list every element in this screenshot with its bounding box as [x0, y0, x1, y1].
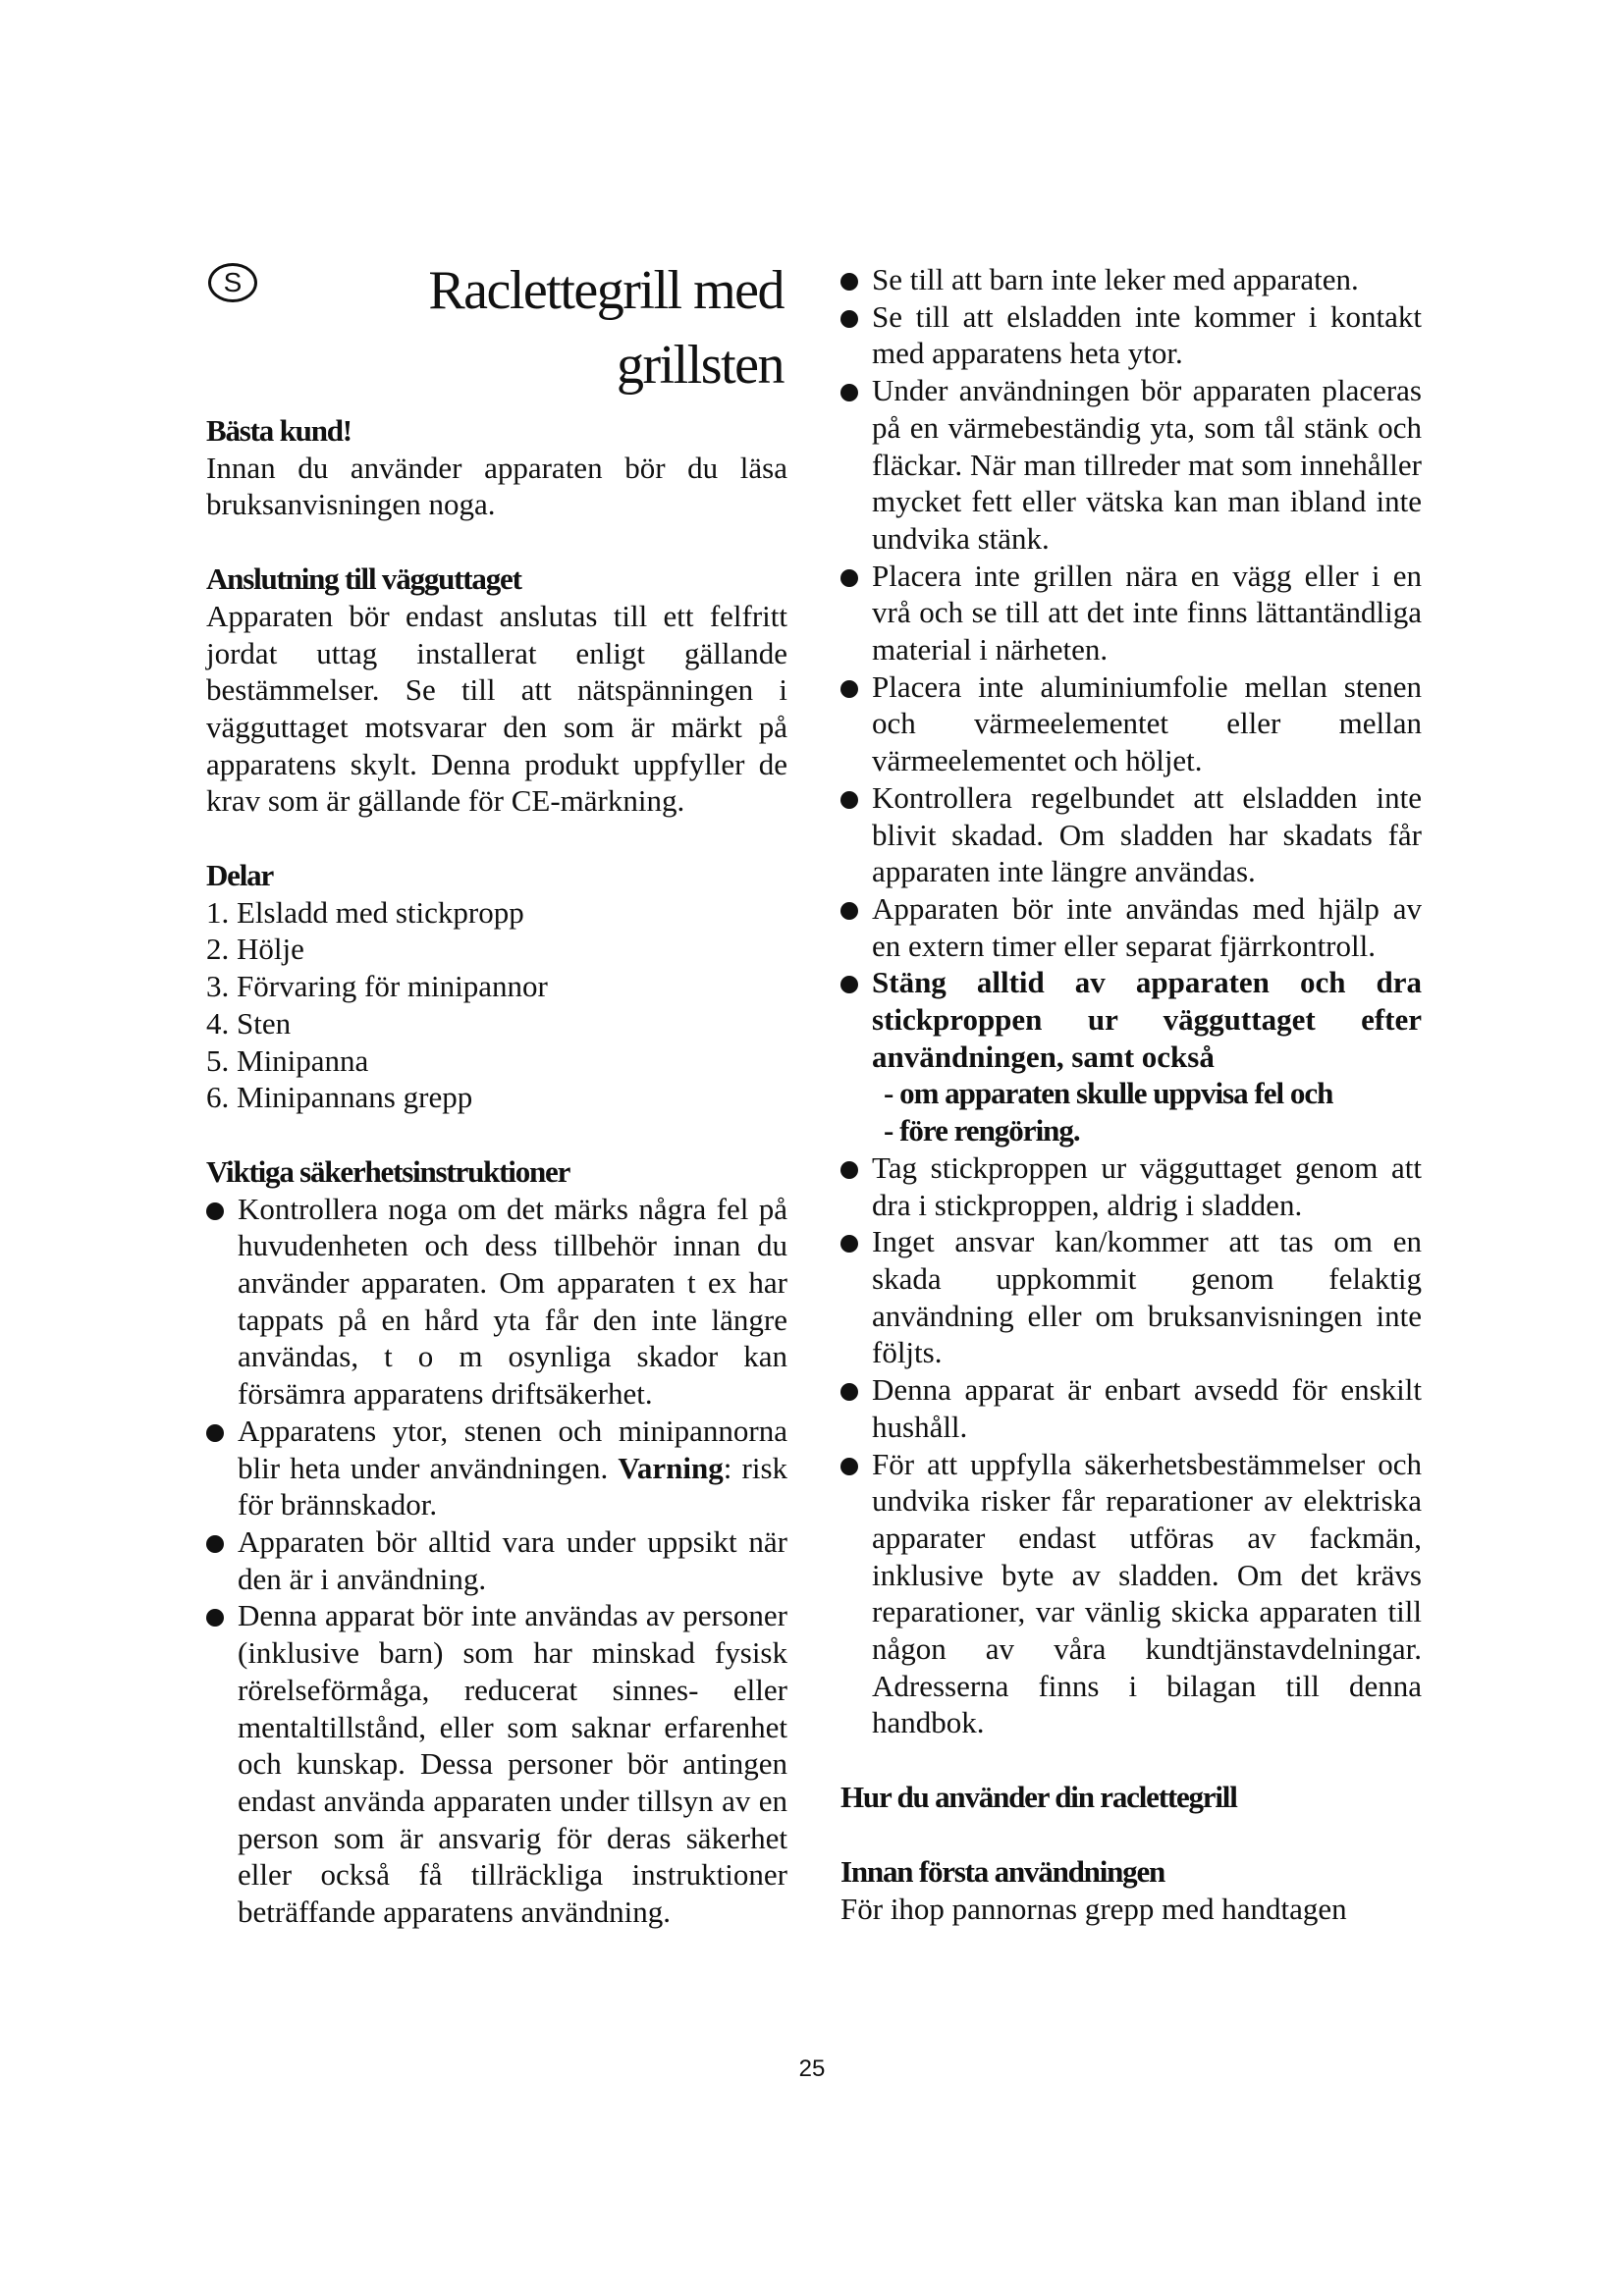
- safety-item: [840, 298, 1422, 372]
- safety-item: [840, 1446, 1422, 1742]
- safety-item: [840, 668, 1422, 779]
- parts-item: 5. Minipanna: [206, 1042, 369, 1078]
- bullet-icon: [840, 384, 858, 401]
- bullet-icon: [840, 310, 858, 328]
- bullet-icon: [840, 1161, 858, 1179]
- warning-label: Varning: [618, 1450, 724, 1485]
- safety-item: [840, 1371, 1422, 1445]
- safety-item-unplug: [840, 964, 1422, 1075]
- bullet-icon: [840, 273, 858, 291]
- safety-item: [840, 779, 1422, 890]
- safety-item-text: Denna apparat bör inte användas av personer (inklusive barn) som har minskad fysisk rörelseförmåga, reducerat sinnes- eller mentaltillstånd, eller som saknar erfarenhet och kunskap. Dessa personer bör antingen endast använda apparaten under tillsyn av en person som är ansvarig för deras säkerhet eller också få tillräckliga instruktioner beträffande apparatens användning.: [238, 1598, 787, 1930]
- parts-item: 2. Hölje: [206, 932, 304, 967]
- safety-item-text: För att uppfylla säkerhetsbestämmelser och undvika risker får reparationer av elektriska apparater endast utföras av fackmän, inklusive byte av sladden. Om det krävs reparationer, var vänlig skicka apparaten till någon av våra kundtjänstavdelningar. Adresserna finns i bilagan till denna handbok.: [872, 1446, 1422, 1740]
- safety-item: [206, 1523, 787, 1597]
- safety-item-text: Kontrollera noga om det märks några fel på huvudenheten och dess tillbehör innan du använder apparaten. Om apparaten t ex har tappats på en hård yta får den inte längre användas, t o m osynliga skador kan försämra apparatens driftsäkerhet.: [238, 1191, 787, 1412]
- safety-item: [840, 372, 1422, 558]
- warning-text: : risk för brännskador.: [238, 1450, 788, 1522]
- title-line-1: Raclettegrill med: [428, 260, 784, 321]
- language-badge: S: [208, 263, 257, 302]
- page-title: [353, 253, 784, 402]
- usage-heading: Hur du använder din raclettegrill: [840, 1780, 1237, 1815]
- safety-item-text: Kontrollera regelbundet att elsladden inte blivit skadad. Om sladden har skadats får apparaten inte längre användas.: [872, 779, 1422, 889]
- greeting-text: Innan du använder apparaten bör du läsa bruksanvisningen noga.: [206, 450, 787, 522]
- safety-item: [840, 890, 1422, 964]
- safety-item-text: Stäng alltid av apparaten och dra stickproppen ur vägguttaget efter användningen, samt också: [872, 965, 1422, 1074]
- safety-item: [206, 1597, 787, 1930]
- parts-item: 1. Elsladd med stickpropp: [206, 894, 524, 930]
- parts-item: 4. Sten: [206, 1005, 292, 1041]
- unplug-subitem: - om apparaten skulle uppvisa fel och: [884, 1076, 1333, 1111]
- bullet-icon: [206, 1424, 224, 1442]
- first-use-heading: Innan första användningen: [840, 1853, 1165, 1889]
- safety-item: [840, 261, 1422, 298]
- safety-item-text: Apparaten bör alltid vara under uppsikt när den är i användning.: [238, 1523, 787, 1596]
- page-number: 25: [798, 2056, 826, 2082]
- parts-item: 3. Förvaring för minipannor: [206, 969, 548, 1004]
- parts-item: 6. Minipannans grepp: [206, 1080, 473, 1115]
- safety-item: [840, 558, 1422, 668]
- safety-item-text: Denna apparat är enbart avsedd för enskilt hushåll.: [872, 1372, 1422, 1444]
- bullet-icon: [840, 791, 858, 809]
- bullet-icon: [840, 569, 858, 587]
- safety-item-text: Placera inte grillen nära en vägg eller i en vrå och se till att det inte finns lättantändliga material i närheten.: [872, 558, 1422, 667]
- safety-item-text: Under användningen bör apparaten placeras på en värmebeständig yta, som tål stänk och fläckar. När man tillreder mat som innehåller mycket fett eller vätska kan man ibland inte undvika stänk.: [872, 373, 1422, 556]
- safety-item-text: Inget ansvar kan/kommer att tas om en skada uppkommit genom felaktig användning eller om bruksanvisningen inte följts.: [872, 1224, 1422, 1370]
- connection-heading: Anslutning till vägguttaget: [206, 561, 521, 597]
- safety-heading: Viktiga säkerhetsinstruktioner: [206, 1153, 570, 1189]
- safety-item-text: Tag stickproppen ur vägguttaget genom att dra i stickproppen, aldrig i sladden.: [872, 1149, 1422, 1222]
- safety-item: [206, 1191, 787, 1413]
- bullet-icon: [840, 1235, 858, 1253]
- left-column: [206, 412, 787, 1931]
- bullet-icon: [840, 1458, 858, 1475]
- safety-item-text: Se till att barn inte leker med apparaten.: [872, 262, 1359, 296]
- safety-item-text: Placera inte aluminiumfolie mellan stenen och värmeelementet eller mellan värmeelementet och höljet.: [872, 668, 1422, 778]
- first-use-text: För ihop pannornas grepp med handtagen: [840, 1891, 1347, 1926]
- bullet-icon: [206, 1202, 224, 1220]
- safety-item: [840, 1149, 1422, 1223]
- safety-item-text: Apparaten bör inte användas med hjälp av en extern timer eller separat fjärrkontroll.: [872, 890, 1422, 963]
- bullet-icon: [206, 1609, 224, 1627]
- unplug-subitem: - före rengöring.: [884, 1113, 1080, 1148]
- safety-item-text: Apparatens ytor, stenen och minipannorna blir heta under användningen.: [238, 1413, 787, 1485]
- greeting-heading: Bästa kund!: [206, 413, 352, 448]
- bullet-icon: [840, 1383, 858, 1401]
- safety-item-text: Se till att elsladden inte kommer i kontakt med apparatens heta ytor.: [872, 298, 1422, 371]
- right-column: [840, 261, 1422, 1927]
- safety-item: [206, 1413, 787, 1523]
- bullet-icon: [840, 976, 858, 993]
- parts-heading: Delar: [206, 858, 274, 893]
- bullet-icon: [206, 1535, 224, 1553]
- connection-text: Apparaten bör endast anslutas till ett felfritt jordat uttag installerat enligt gällande bestämmelser. Se till att nätspänningen i vägguttaget motsvarar den som är märkt på apparatens skylt. Denna produkt uppfyller de krav som är gällande för CE-märkning.: [206, 598, 787, 819]
- title-line-2: grillsten: [616, 335, 784, 396]
- bullet-icon: [840, 902, 858, 920]
- safety-item: [840, 1223, 1422, 1371]
- bullet-icon: [840, 680, 858, 698]
